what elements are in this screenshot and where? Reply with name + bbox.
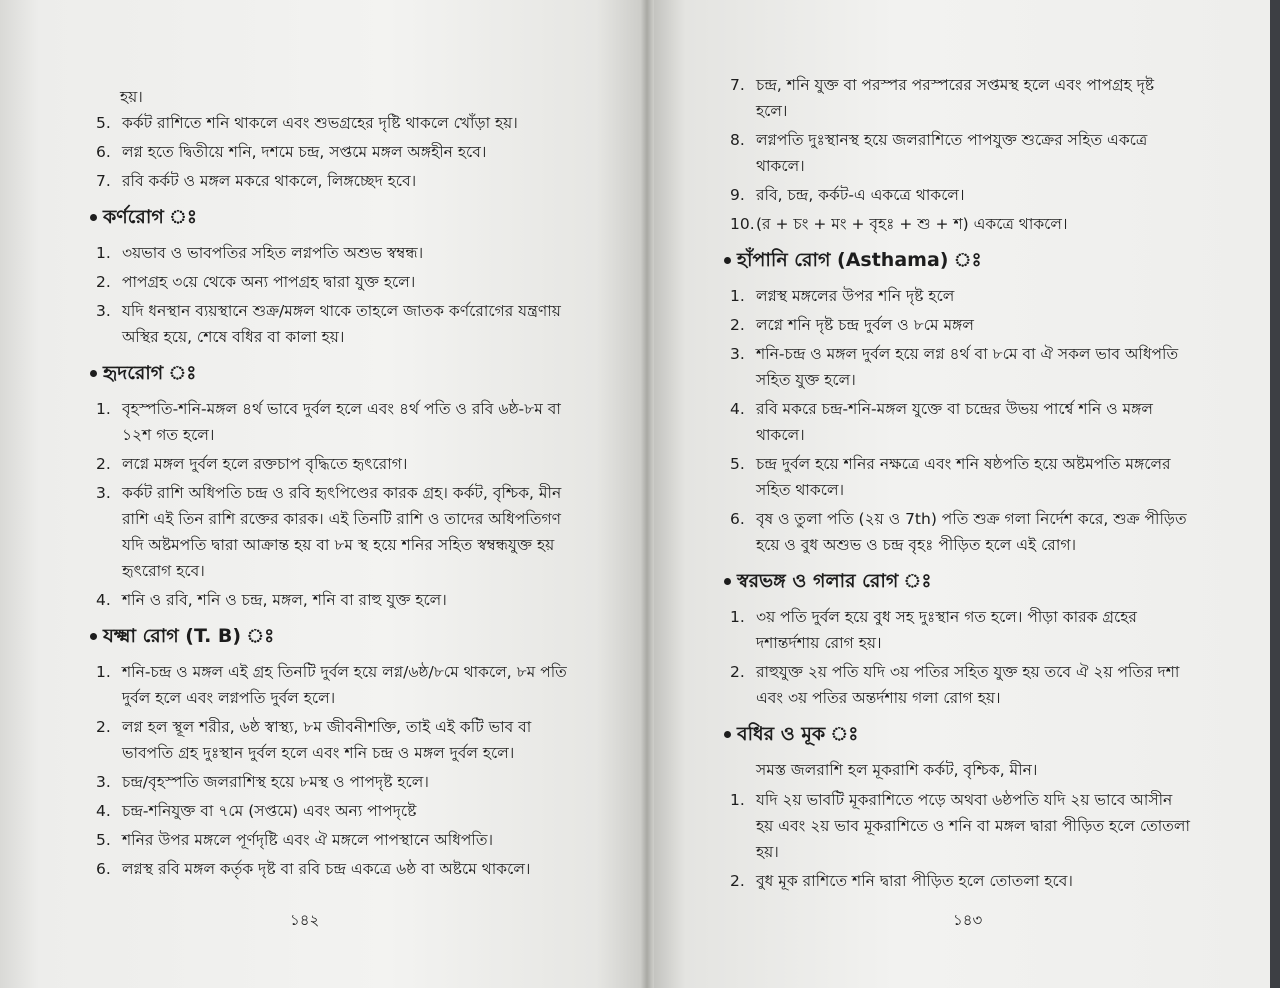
list-item-text: লগ্ন হতে দ্বিতীয়ে শনি, দশমে চন্দ্র, সপ্তমে মঙ্গল অঙ্গহীন হবে। (122, 143, 487, 161)
heading-karna: কর্ণরোগ ঃ (90, 202, 570, 232)
list-asthma (730, 283, 1190, 558)
heading-badhir: বধির ও মূক ঃ (724, 719, 1190, 749)
list-item-text: বৃহস্পতি-শনি-মঙ্গল ৪র্থ ভাবে দুর্বল হলে এবং ৪র্থ পতি ও রবি ৬ষ্ঠ-৮ম বা ১২শ গত হলে। (122, 400, 561, 444)
list-item-number: 1. (96, 663, 111, 681)
list-item (730, 451, 1190, 503)
list-item-number: 4. (96, 802, 111, 820)
list-item-text: লগ্ন হল স্থূল শরীর, ৬ষ্ঠ স্বাস্থ্য, ৮ম জীবনীশক্তি, তাই এই কটি ভাব বা ভাবপতি গ্রহ দুঃস্থান দুর্বল হলে এবং শনি চন্দ্র ও মঙ্গল দুর্বল হলে। (122, 718, 532, 762)
list-item-text: শনি ও রবি, শনি ও চন্দ্র, মঙ্গল, শনি বা রাহু যুক্ত হলে। (122, 591, 447, 609)
list-item-number: 10. (730, 215, 755, 233)
page-number-left: ১৪২ (290, 911, 320, 929)
list-item-text: চন্দ্র দুর্বল হয়ে শনির নক্ষত্রে এবং শনি ষষ্ঠপতি হয়ে অষ্টমপতি মঙ্গলের সহিত থাকলে। (756, 455, 1171, 499)
list-item-number: 6. (96, 860, 111, 878)
list-item (96, 139, 570, 165)
badhir-intro: সমস্ত জলরাশি হল মূকরাশি কর্কট, বৃশ্চিক, মীন। (756, 761, 1038, 779)
heading-asthma: হাঁপানি রোগ (Asthama) ঃ (724, 245, 1190, 275)
list-item-text: শনি-চন্দ্র ও মঙ্গল দুর্বল হয়ে লগ্ন ৪র্থ বা ৮মে বা ঐ সকল ভাব অধিপতি সহিত যুক্ত হলে। (756, 345, 1179, 389)
list-item (96, 168, 570, 194)
list-item-number: 5. (730, 455, 745, 473)
heading-hrid: হৃদরোগ ঃ (90, 358, 570, 388)
list-item-number: 4. (96, 591, 111, 609)
list-item-text: পাপগ্রহ ৩য়ে থেকে অন্য পাপগ্রহ দ্বারা যুক্ত হলে। (122, 273, 416, 291)
list-item (730, 604, 1190, 656)
list-item (730, 868, 1190, 894)
list-item-number: 2. (730, 663, 745, 681)
list-item (730, 182, 1190, 208)
list-item (96, 269, 570, 295)
list-item-number: 7. (730, 76, 745, 94)
list-item-number: 3. (96, 484, 111, 502)
left-page-content (96, 84, 570, 885)
list-item (96, 480, 570, 584)
list-item (730, 283, 1190, 309)
bullet-icon (90, 633, 97, 640)
list-item-text: চন্দ্র, শনি যুক্ত বা পরস্পর পরস্পরের সপ্তমস্থ হলে এবং পাপগ্রহ দৃষ্ট হলে। (756, 76, 1155, 120)
list-item (730, 72, 1190, 124)
list-item (96, 298, 570, 350)
list-item (96, 827, 570, 853)
list-item-text: বৃষ ও তুলা পতি (২য় ও 7th) পতি শুক্র গলা নির্দেশ করে, শুক্র পীড়িত হয়ে ও বুধ অশুভ ও চন্দ্র বৃহঃ পীড়িত হলে এই রোগ। (756, 510, 1187, 554)
list-item-number: 2. (730, 872, 745, 890)
list-item (730, 396, 1190, 448)
list-item (96, 240, 570, 266)
heading-tb: যক্ষ্মা রোগ (T. B) ঃ (90, 621, 570, 651)
list-item-number: 5. (96, 114, 111, 132)
list-badhir (730, 787, 1190, 894)
list-item-text: লগ্নস্থ মঙ্গলের উপর শনি দৃষ্ট হলে (756, 287, 955, 305)
list-item (96, 769, 570, 795)
list-tb (96, 659, 570, 882)
list-item-number: 6. (730, 510, 745, 528)
list-hrid (96, 396, 570, 613)
list-karna (96, 240, 570, 350)
list-item-number: 8. (730, 131, 745, 149)
list-item-text: রবি, চন্দ্র, কর্কট-এ একত্রে থাকলে। (756, 186, 965, 204)
bullet-icon (724, 731, 731, 738)
list-item-text: চন্দ্র-শনিযুক্ত বা ৭মে (সপ্তমে) এবং অন্য পাপদৃষ্টে (122, 802, 417, 820)
list-item (96, 798, 570, 824)
list-item (730, 506, 1190, 558)
list-item-text: কর্কট রাশি অধিপতি চন্দ্র ও রবি হৃৎপিণ্ডের কারক গ্রহ। কর্কট, বৃশ্চিক, মীন রাশি এই তিন রাশি রক্তের কারক। এই তিনটি রাশি ও তাদের অধিপতিগণ যদি অষ্টমপতি দ্বারা আক্রান্ত হয় বা ৮ম স্থ হয়ে শনির সহিত স্বম্বন্ধযুক্ত হয় হৃৎরোগ হবে। (122, 484, 562, 580)
bullet-icon (90, 214, 97, 221)
list-item (96, 451, 570, 477)
list-item-number: 1. (96, 400, 111, 418)
list-item-number: 3. (730, 345, 745, 363)
list-item-number: 1. (730, 608, 745, 626)
heading-swar: স্বরভঙ্গ ও গলার রোগ ঃ (724, 566, 1190, 596)
list-item-number: 1. (96, 244, 111, 262)
list-item-number: 6. (96, 143, 111, 161)
list-item (96, 714, 570, 766)
list-block1-right (730, 72, 1190, 237)
list-item-number: 2. (96, 718, 111, 736)
list-item (730, 659, 1190, 711)
list-item-text: (র + চং + মং + বৃহঃ + শু + শ) একত্রে থাকলে। (756, 215, 1068, 233)
list-item-text: কর্কট রাশিতে শনি থাকলে এবং শুভগ্রহের দৃষ্টি থাকলে খোঁড়া হয়। (122, 114, 518, 132)
book-gutter (640, 0, 654, 988)
list-item (730, 211, 1190, 237)
list-item-number: 7. (96, 172, 111, 190)
list-item-text: চন্দ্র/বৃহস্পতি জলরাশিস্থ হয়ে ৮মস্থ ও পাপদৃষ্ট হলে। (122, 773, 429, 791)
page-number-right: ১৪৩ (953, 911, 983, 929)
list-item (730, 787, 1190, 865)
list-item-number: 2. (96, 455, 111, 473)
list-item-text: যদি ২য় ভাবটি মূকরাশিতে পড়ে অথবা ৬ষ্ঠপতি যদি ২য় ভাবে আসীন হয় এবং ২য় ভাব মূকরাশিতে ও শনি বা মঙ্গল দ্বারা পীড়িত হলে তোতলা হয়। (756, 791, 1190, 861)
list-item (730, 127, 1190, 179)
list-item-number: 3. (96, 302, 111, 320)
list-item-text: শনির উপর মঙ্গলে পূর্ণদৃষ্টি এবং ঐ মঙ্গলে পাপস্থানে অধিপতি। (122, 831, 494, 849)
list-item (96, 110, 570, 136)
list-item-number: 2. (730, 316, 745, 334)
right-page-content (730, 72, 1190, 897)
list-item-text: রবি কর্কট ও মঙ্গল মকরে থাকলে, লিঙ্গচ্ছেদ হবে। (122, 172, 417, 190)
list-item-number: 2. (96, 273, 111, 291)
list-block1 (96, 110, 570, 194)
list-item-text: বুধ মূক রাশিতে শনি দ্বারা পীড়িত হলে তোতলা হবে। (756, 872, 1073, 890)
bullet-icon (724, 578, 731, 585)
list-item-text: লগ্নে মঙ্গল দুর্বল হলে রক্তচাপ বৃদ্ধিতে হৃৎরোগ। (122, 455, 408, 473)
list-item-number: 1. (730, 791, 745, 809)
list-item-text: লগ্নস্থ রবি মঙ্গল কর্তৃক দৃষ্ট বা রবি চন্দ্র একত্রে ৬ষ্ঠ বা অষ্টমে থাকলে। (122, 860, 531, 878)
list-item-text: যদি ধনস্থান ব্যয়স্থানে শুক্র/মঙ্গল থাকে তাহলে জাতক কর্ণরোগের যন্ত্রণায় অস্থির হয়ে, শেষে বধির বা কালা হয়। (122, 302, 561, 346)
list-item-text: লগ্নে শনি দৃষ্ট চন্দ্র দুর্বল ও ৮মে মঙ্গল (756, 316, 974, 334)
list-item (730, 341, 1190, 393)
list-item-text: লগ্নপতি দুঃস্থানস্থ হয়ে জলরাশিতে পাপযুক্ত শুক্রের সহিত একত্রে থাকলে। (756, 131, 1148, 175)
list-item-number: 1. (730, 287, 745, 305)
list-item (730, 312, 1190, 338)
list-item (96, 659, 570, 711)
list-item-text: ৩য়ভাব ও ভাবপতির সহিত লগ্নপতি অশুভ স্বম্বন্ধ। (122, 244, 424, 262)
list-item-text: শনি-চন্দ্র ও মঙ্গল এই গ্রহ তিনটি দুর্বল হয়ে লগ্ন/৬ষ্ঠ/৮মে থাকলে, ৮ম পতি দুর্বল হলে এবং লগ্নপতি দুর্বল হলে। (122, 663, 567, 707)
list-item-number: 5. (96, 831, 111, 849)
list-item-text: ৩য় পতি দুর্বল হয়ে বুধ সহ দুঃস্থান গত হলে। পীড়া কারক গ্রহের দশান্তর্দশায় রোগ হয়। (756, 608, 1137, 652)
list-item (96, 587, 570, 613)
bullet-icon (90, 370, 97, 377)
list-item (96, 396, 570, 448)
list-swar (730, 604, 1190, 711)
list-item-number: 4. (730, 400, 745, 418)
lead-line: হয়। (120, 88, 143, 106)
list-item-number: 3. (96, 773, 111, 791)
list-item-text: রাহুযুক্ত ২য় পতি যদি ৩য় পতির সহিত যুক্ত হয় তবে ঐ ২য় পতির দশা এবং ৩য় পতির অন্তর্দশায় গলা রোগ হয়। (756, 663, 1180, 707)
list-item (96, 856, 570, 882)
right-page (648, 0, 1270, 988)
list-item-text: রবি মকরে চন্দ্র-শনি-মঙ্গল যুক্তে বা চন্দ্রের উভয় পার্শ্বে শনি ও মঙ্গল থাকলে। (756, 400, 1153, 444)
list-item-number: 9. (730, 186, 745, 204)
bullet-icon (724, 257, 731, 264)
